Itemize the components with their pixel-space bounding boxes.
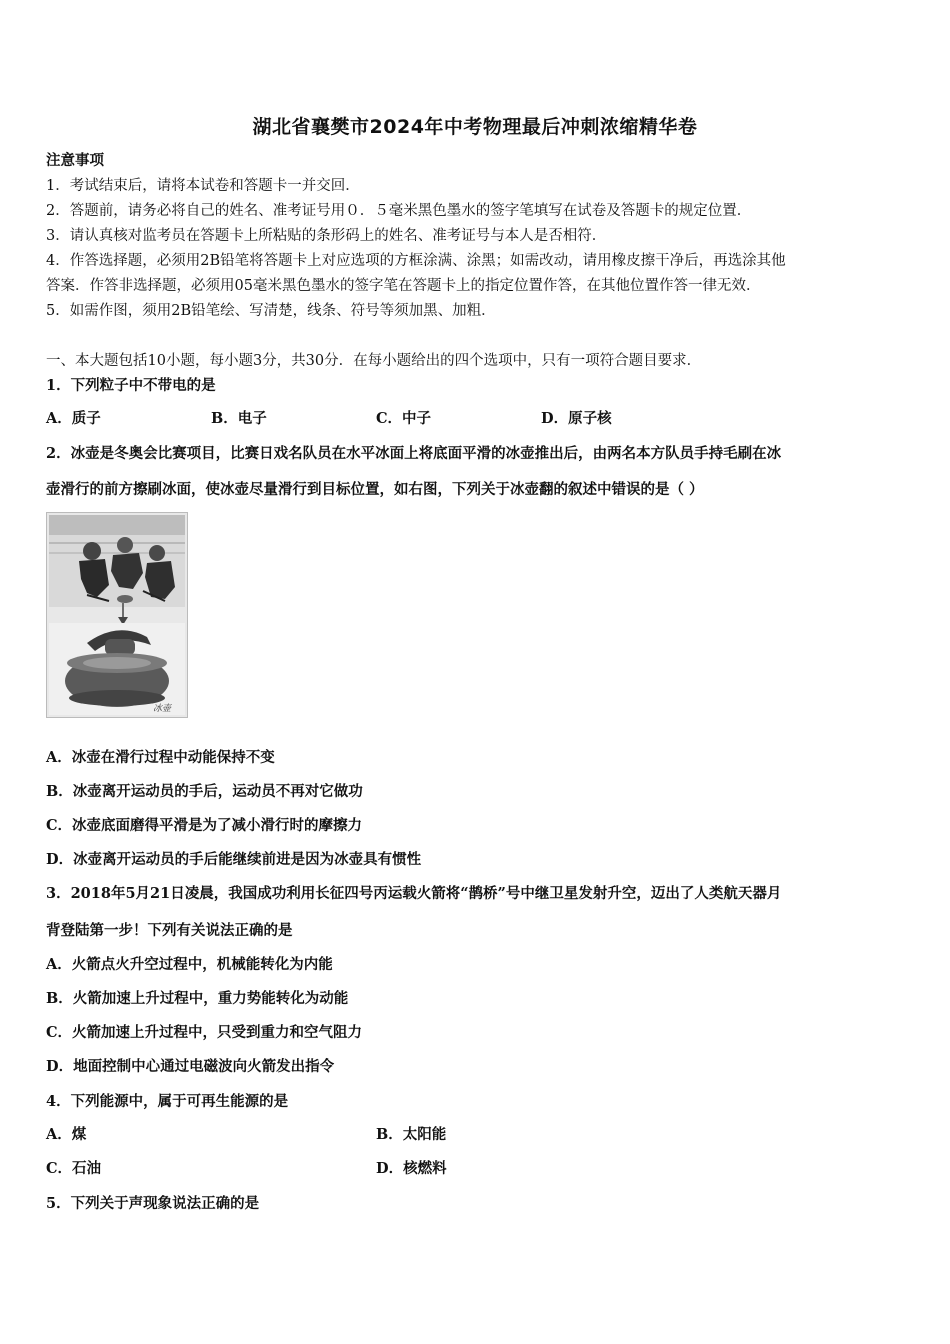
notice-heading: 注意事项 (46, 152, 104, 169)
q4-option-a: A．煤 (46, 1126, 87, 1143)
notice-item-2: 2．答题前，请务必将自己的姓名、准考证号用０．５毫米黑色墨水的签字笔填写在试卷及答题卡的规定位置． (46, 203, 752, 219)
q1-stem: 1．下列粒子中不带电的是 (46, 377, 216, 394)
notice-item-1: 1．考试结束后，请将本试卷和答题卡一并交回． (46, 178, 360, 194)
q4-stem: 4．下列能源中，属于可再生能源的是 (46, 1093, 289, 1110)
q4-option-b: B．太阳能 (376, 1126, 447, 1143)
section-1-heading: 一、本大题包括10小题，每小题3分，共30分．在每小题给出的四个选项中，只有一项符合题目要求． (46, 353, 702, 369)
q2-stem-line2: 壶滑行的前方擦刷冰面，使冰壶尽量滑行到目标位置，如右图，下列关于冰壶翻的叙述中错误的是（ ） (46, 481, 704, 498)
q3-option-a: A．火箭点火升空过程中，机械能转化为内能 (46, 956, 333, 973)
q2-option-b: B．冰壶离开运动员的手后，运动员不再对它做功 (46, 783, 363, 800)
q2-option-d: D．冰壶离开运动员的手后能继续前进是因为冰壶具有惯性 (46, 851, 422, 868)
page-title: 湖北省襄樊市2024年中考物理最后冲刺浓缩精华卷 (252, 116, 698, 138)
q3-option-c: C．火箭加速上升过程中，只受到重力和空气阻力 (46, 1024, 363, 1041)
figure-label: 冰壶 (153, 704, 172, 714)
curling-figure (46, 512, 188, 718)
q1-option-d: D．原子核 (541, 410, 612, 427)
q1-option-a: A．质子 (46, 410, 101, 427)
q3-option-d: D．地面控制中心通过电磁波向火箭发出指令 (46, 1058, 335, 1075)
q5-stem: 5．下列关于声现象说法正确的是 (46, 1195, 260, 1212)
q2-option-c: C．冰壶底面磨得平滑是为了减小滑行时的摩擦力 (46, 817, 363, 834)
notice-item-3: 3．请认真核对监考员在答题卡上所粘贴的条形码上的姓名、准考证号与本人是否相符． (46, 228, 607, 244)
notice-item-5: 5．如需作图，须用2B铅笔绘、写清楚，线条、符号等须加黑、加粗． (46, 303, 496, 319)
notice-item-4-cont: 答案．作答非选择题，必须用05毫米黑色墨水的签字笔在答题卡上的指定位置作答，在其他位置作答一律无效． (46, 278, 761, 294)
q1-option-b: B．电子 (211, 410, 267, 427)
q3-option-b: B．火箭加速上升过程中，重力势能转化为动能 (46, 990, 349, 1007)
q2-option-a: A．冰壶在滑行过程中动能保持不变 (46, 749, 275, 766)
notice-item-4: 4．作答选择题，必须用2B铅笔将答题卡上对应选项的方框涂满、涂黑；如需改动，请用橡皮擦干净后，再选涂其他 (46, 253, 786, 269)
q3-stem-line1: 3．2018年5月21日凌晨，我国成功利用长征四号丙运载火箭将“鹊桥”号中继卫星发射升空，迈出了人类航天器月 (46, 885, 782, 902)
q4-option-c: C．石油 (46, 1160, 102, 1177)
q1-option-c: C．中子 (376, 410, 432, 427)
curling-illustration (47, 513, 187, 717)
q3-stem-line2: 背登陆第一步！下列有关说法正确的是 (46, 922, 293, 939)
q2-stem-line1: 2．冰壶是冬奥会比赛项目，比赛日戏名队员在水平冰面上将底面平滑的冰壶推出后，由两名本方队员手持毛刷在冰 (46, 445, 782, 462)
q4-option-d: D．核燃料 (376, 1160, 447, 1177)
